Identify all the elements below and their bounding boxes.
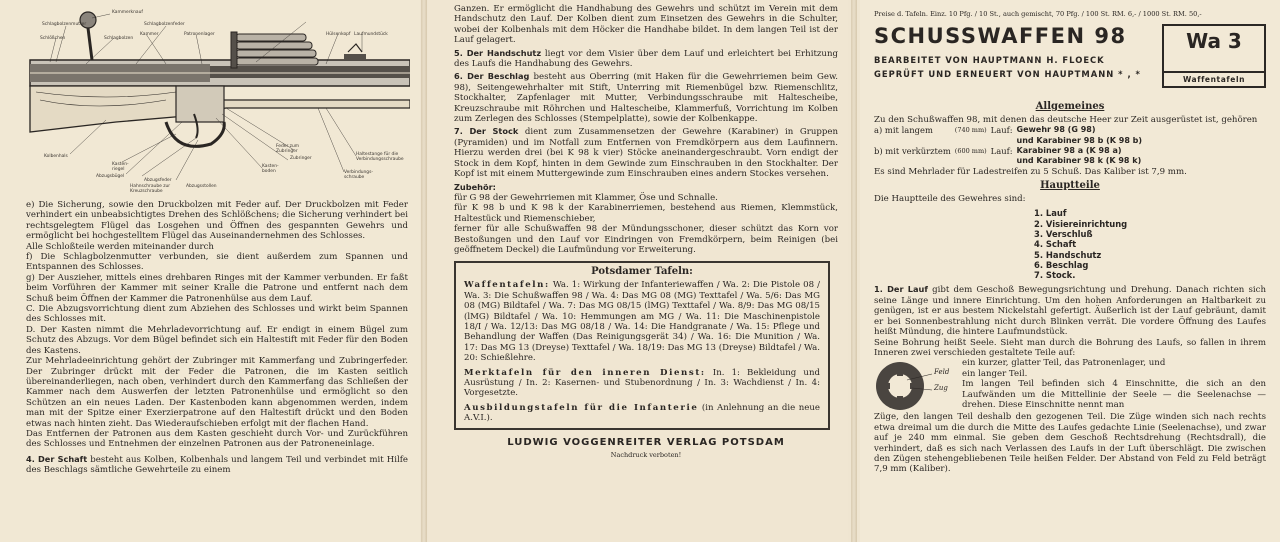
variant-length: (600 mm): [954, 147, 987, 155]
table-row: [874, 125, 1146, 135]
label-abzugsfeder: Abzugsfeder: [144, 178, 172, 183]
text-handschutz: [454, 48, 838, 70]
label-feder-zubringer: Feder zum Zubringer: [276, 144, 300, 154]
fold-line-2: [851, 0, 857, 542]
label-laufmundstueck: Laufmundstück: [354, 32, 388, 37]
allgemeines-intro: Zu den Schußwaffen 98, mit denen das deutsche Heer zur Zeit ausgerüstet ist, gehören: [874, 115, 1258, 125]
variant-length: [955, 156, 991, 166]
label-zug: Zug: [934, 384, 948, 393]
box-title: Potsdamer Tafeln:: [591, 266, 693, 278]
publisher-name: LUDWIG VOGGENREITER VERLAG POTSDAM: [507, 436, 785, 448]
variant-length: (740 mm): [954, 126, 987, 135]
plate-code-box: [1162, 24, 1266, 88]
text-beschlag: [454, 71, 838, 124]
variant-model: Karabiner 98 a (K 98 a): [1016, 146, 1122, 155]
label-kammerknauf: Kammerknauf: [112, 10, 143, 15]
variant-model: und Karabiner 98 b (K 98 b): [1016, 135, 1143, 145]
label-schloesschen: Schlößchen: [40, 36, 66, 41]
ausbildungstafeln-list: [464, 403, 820, 424]
waffentafeln-items: Wa. 1: Wirkung der Infanteriewaffen / Wa. 2: Die Pistole 08 / Wa. 3: Die Schußwaffen 98 / Wa. 4: Das MG 08 (MG) Texttafel / Wa. 5/6: Das MG 08 (MG) Bildtafel / Wa. 7: Das MG 08/15 (lMG) Texttafel / Wa. 8/9: Das MG 08/15 (lMG) Bildtafel / Wa. 10: Hemmungen am MG / Wa. 11: Die Maschinenpistole 18/I / Wa. 12/13: Das MG 08/18 / Wa. 14: Die Handgranate / Wa. 15: Pflege und Behandlung der Waffen (Das Reinigungsgerät 34) / Wa. 16: Die Munition / Wa. 17: Das MG 13 (Dreyse) Texttafel / Wa. 18/19: Das MG 13 (Dreyse) Bildtafel / Wa. 20: Schießlehre.: [464, 280, 820, 364]
variant-lauf: [874, 136, 955, 146]
barrel-section: [874, 358, 1266, 410]
text-auszieher: g) Der Auszieher, mittels eines drehbaren Ringes mit der Kammer verbunden. Er faßt beim Vorführen der Kammer mit seiner Kralle die Patrone und entfernt nach dem Schuß beim Öffnen der Kammer die Patronenhülse aus dem Lauf.: [26, 272, 408, 304]
author-line: BEARBEITET VON HAUPTMANN H. FLOECK: [874, 55, 1105, 65]
plate-code: Wa 3: [1186, 29, 1242, 53]
document-title: SCHUSSWAFFEN 98: [874, 24, 1127, 48]
text-stock: [454, 126, 838, 179]
variant-model: und Karabiner 98 k (K 98 k): [1016, 156, 1142, 166]
allgemeines-end: Es sind Mehrlader für Ladestreifen zu 5 Schuß. Das Kaliber ist 7,9 mm.: [874, 166, 1187, 177]
text-seele: Seine Bohrung heißt Seele. Sieht man durch die Bohrung des Laufs, so fallen in ihrem Inneren zwei verschieden gestaltete Teile auf:: [874, 337, 1266, 358]
list-item: 2. Visiereinrichtung: [1034, 218, 1128, 229]
table-row: [874, 136, 1146, 146]
zubehoer-line-3: ferner für alle Schußwaffen 98 der Mündungsschoner, dieser schützt das Korn vor Bestoßungen und den Lauf vor Eindringen von Fremdkörpern, beim Reinigen (bei geöffnetem Deckel) die Laufmündung vor Erweiterung.: [454, 224, 838, 255]
text-kasten: D. Der Kasten nimmt die Mehrladevorrichtung auf. Er endigt in einem Bügel zum Schutz des Abzugs. Vor dem Bügel befindet sich ein Haltestift mit Feder für den Boden des Kastens.: [26, 324, 408, 356]
table-row: [874, 156, 1146, 166]
fold-line: [421, 0, 427, 542]
label-abzugsbuegel: Abzugsbügel: [96, 174, 125, 179]
rifle-variants-table: [874, 125, 1146, 166]
variant-label: Lauf:: [990, 125, 1013, 136]
plate-series: Waffentafeln: [1164, 71, 1264, 86]
panel-left: [0, 0, 420, 542]
label-abzugsstollen: Abzugsstollen: [186, 184, 217, 189]
merktafeln-items: In. 1: Bekleidung und Ausrüstung / In. 2: Kasernen- und Stubenordnung / In. 3: Wachdienst / In. 4: Vorgesetzte.: [464, 367, 820, 399]
label-kastenboden: Kasten-boden: [262, 164, 279, 174]
zubehoer-label: Zubehör:: [454, 181, 496, 192]
text-schaft-cont: Ganzen. Er ermöglicht die Handhabung des Gewehrs und schützt im Verein mit dem Handschutz den Lauf. Der Kolben dient zum Einsetzen des Gewehrs in die Schulter, wobei der Kolbenhals mit dem Höcker die Handhabe bildet. In dem langen Teil ist der Lauf gelagert.: [454, 4, 838, 46]
variant-label: [991, 136, 1017, 146]
label-schlagbolzen: Schlagbolzen: [104, 36, 134, 41]
panel-middle: [428, 0, 848, 542]
heading-beschlag: 6. Der Beschlag: [454, 71, 530, 82]
reviewer-line: GEPRÜFT UND ERNEUERT VON HAUPTMANN * , *: [874, 69, 1141, 79]
waffentafeln-label: Waffentafeln:: [464, 280, 550, 291]
variant-length: [955, 136, 991, 146]
ausbildungstafeln-label: Ausbildungstafeln für die Infanterie: [464, 402, 699, 413]
label-feld: Feld: [934, 368, 950, 377]
ausbildungstafeln-items: (in Anlehnung an die neue A.V.I.).: [464, 402, 820, 424]
variant-lauf: b) mit verkürztem: [874, 146, 951, 156]
text-patronen-entfernen: Das Entfernen der Patronen aus dem Kasten geschieht durch Vor- und Zurückführen des Schlosses und Entnehmen der einzelnen Patronen aus der Patroneneinlage.: [26, 428, 408, 450]
heading-handschutz: 5. Der Handschutz: [454, 47, 542, 58]
merktafeln-label: Merktafeln für den inneren Dienst:: [464, 367, 706, 378]
list-item: 5. Handschutz: [1034, 249, 1102, 260]
heading-zubehoer: [454, 182, 838, 193]
label-zubringer: Zubringer: [290, 156, 312, 161]
text-abzugsvorrichtung: C. Die Abzugsvorrichtung dient zum Abziehen des Schlosses und wirkt beim Spannen des Schlosses mit.: [26, 304, 408, 325]
barrel-line-1: ein kurzer, glatter Teil, das Patronenlager, und: [962, 358, 1166, 369]
text-schaft: [26, 454, 408, 476]
handschutz-body: liegt vor dem Visier über dem Lauf und erleichtert bei Erhitzung des Laufs die Handhabung des Gewehrs.: [454, 48, 839, 70]
hauptteile-intro: Die Hauptteile des Gewehres sind:: [874, 194, 1026, 204]
list-item: 6. Beschlag: [1034, 259, 1089, 270]
merktafeln-list: [464, 368, 820, 399]
heading-allgemeines: Allgemeines: [1035, 101, 1105, 112]
label-kolbenhals: Kolbenhals: [44, 154, 68, 159]
beschlag-body: besteht aus Oberring (mit Haken für die Gewehrriemen beim Gew. 98), Seitengewehrhalter mit Stift, Unterring mit Riemenbügel bzw. Riemenschlitz, Stockhalter, Zapfenlager mit Mutter, Verbindungsschraube mit Haltescheibe, Kreuzschraube mit Röhrchen und Haltescheibe, Klammerfuß, Vorrichtung im Kolben zum Zerlegen des Schlosses (Stempelplatte), sowie der Kolbenkappe.: [454, 72, 839, 125]
label-verbindungsschraube: Verbindungs-schraube: [344, 170, 373, 180]
lauf-body: gibt dem Geschoß Bewegungsrichtung und Drehung. Danach richten sich seine Länge und innere Einrichtung. Um den hohen Anforderungen an Haltbarkeit zu genügen, ist er aus bestem Nickelstahl gefertigt. Äußerlich ist der Lauf gebräunt, damit er bei Sonnenbestrahlung nicht durch Blinken verrät. Die vordere Öffnung des Laufes heißt Mündung, die hintere Laufmundstück.: [874, 285, 1267, 338]
variant-label: [991, 156, 1017, 166]
label-kammer: Kammer: [140, 32, 159, 37]
title-block: [874, 24, 1266, 98]
text-zubringer: Zur Mehrladeeinrichtung gehört der Zubringer mit Kammerfang und Zubringerfeder. Der Zubringer drückt mit der Feder die Patronen, die im Kasten seitlich übereinanderliegen, nach oben, verhindert durch den Kammerfang das Schließen der Kammer nach dem Auswerfen der letzten Patronenhülse und ermöglicht so den Schützen an ein neues Laden. Der Kastenboden kann abgenommen werden, indem man mit der Spitze einer Exerzierpatrone auf den Haltestift drückt und den Boden etwas nach hinten zieht. Das Wiederaufschieben erfolgt mit der flachen Hand.: [26, 356, 408, 429]
waffentafeln-list: [464, 280, 820, 363]
barrel-line-3: Im langen Teil befinden sich 4 Einschnitte, die sich an den Laufwänden um die Mittellinie der Seele — die Seelenachse — drehen. Diese Einschnitte nennt man: [962, 379, 1266, 410]
text-lauf: [874, 284, 1266, 337]
potsdamer-tafeln-box: [454, 261, 830, 429]
list-item: 1. Lauf: [1034, 208, 1067, 219]
rifle-diagram: [26, 4, 408, 196]
label-hahnschraube: Hahnschraube zur Kreuzschraube: [130, 184, 171, 194]
label-patronenlager: Patronenlager: [184, 32, 215, 37]
label-huelsenkopf: Hülsenkopf: [326, 32, 351, 37]
panel-right: [860, 0, 1280, 542]
list-item: 3. Verschluß: [1034, 229, 1093, 239]
list-item: 7. Stock.: [1034, 270, 1076, 281]
heading-lauf: 1. Der Lauf: [874, 284, 928, 295]
zubehoer-line-2: für K 98 b und K 98 k der Karabinerriemen, bestehend aus Riemen, Klemmstück, Haltestück und Riemenschieber,: [454, 203, 838, 224]
zubehoer-line-1: für G 98 der Gewehrriemen mit Klammer, Öse und Schnalle.: [454, 192, 718, 203]
heading-hauptteile: Hauptteile: [1040, 180, 1100, 191]
stock-body: dient zum Zusammensetzen der Gewehre (Karabiner) in Gruppen (Pyramiden) und im Notfall zum Entfernen von Fremdkörpern aus dem Laufinnern. Hierzu werden drei (bei K 98 k vier) Stöcke aneinandergeschraubt. Vorn endigt der Stock in dem Kopf, hinten in dem Gewinde zum Einschrauben in den Stockhalter. Der Kopf ist mit einem Muttergewinde zum Einschrauben eines andern Stockes versehen.: [454, 127, 838, 180]
label-haltestange: Haltestange für die Verbindungsschraube: [356, 152, 404, 162]
parts-list: [1034, 208, 1266, 280]
table-row: [874, 146, 1146, 156]
nachdruck-note: Nachdruck verboten!: [610, 450, 682, 459]
variant-model: Gewehr 98 (G 98): [1016, 125, 1096, 135]
heading-stock: 7. Der Stock: [454, 126, 519, 137]
variant-lauf: a) mit langem: [874, 125, 933, 136]
text-sicherung: e) Die Sicherung, sowie den Druckbolzen mit Feder auf. Der Druckbolzen mit Feder verhindert ein unbeabsichtigtes Drehen des Schlößchens; die Sicherung verhindert bei rechtsgelegtem Flügel das Losgehen und Öffnen des gespannten Gewehrs und ermöglicht bei hochgestelltem Flügel das Auseinandernehmen des Schlosses.: [26, 200, 408, 242]
label-schlagbolzenfeder: Schlagbolzenfeder: [144, 22, 185, 27]
text-zuege: Züge, den langen Teil deshalb den gezogenen Teil. Die Züge winden sich nach rechts etwa dreimal um die durch die Mitte des Laufes gedachte Linie (Seelenachse), und zwar auf je 240 mm einmal. Sie geben dem Geschoß Rechtsdrehung (Rechtsdrall), die verhindert, daß es sich nach Verlassen des Laufs in der Luft überschlägt. Die zwischen den Zügen stehengebliebenen Teile heißen Felder. Der Abstand von Feld zu Feld beträgt 7,9 mm (Kaliber).: [874, 412, 1266, 475]
price-line: Preise d. Tafeln. Einz. 10 Pfg. / 10 St., auch gemischt, 70 Pfg. / 100 St. RM. 6,- / 1000 St. RM. 50,-: [874, 10, 1202, 18]
rifle-cutaway-drawing: [26, 4, 410, 196]
text-schlossteile: Alle Schloßteile werden miteinander durch: [26, 241, 214, 252]
heading-schaft: 4. Der Schaft: [26, 453, 88, 464]
list-item: 4. Schaft: [1034, 239, 1077, 250]
barrel-line-2: ein langer Teil.: [962, 368, 1028, 379]
label-schlagbolzenmutter: Schlagbolzenmutter: [42, 22, 87, 27]
variant-lauf: [874, 156, 955, 166]
text-schlagbolzenmutter: f) Die Schlagbolzenmutter verbunden, sie dient außerdem zum Spannen und Entspannen des Schlosses.: [26, 252, 408, 273]
schaft-body: besteht aus Kolben, Kolbenhals und langem Teil und verbindet mit Hilfe des Beschlags sämtliche Gewehrteile zu einem: [26, 454, 409, 476]
variant-label: Lauf:: [990, 146, 1013, 156]
label-kastenriegel: Kasten-riegel: [112, 162, 129, 172]
